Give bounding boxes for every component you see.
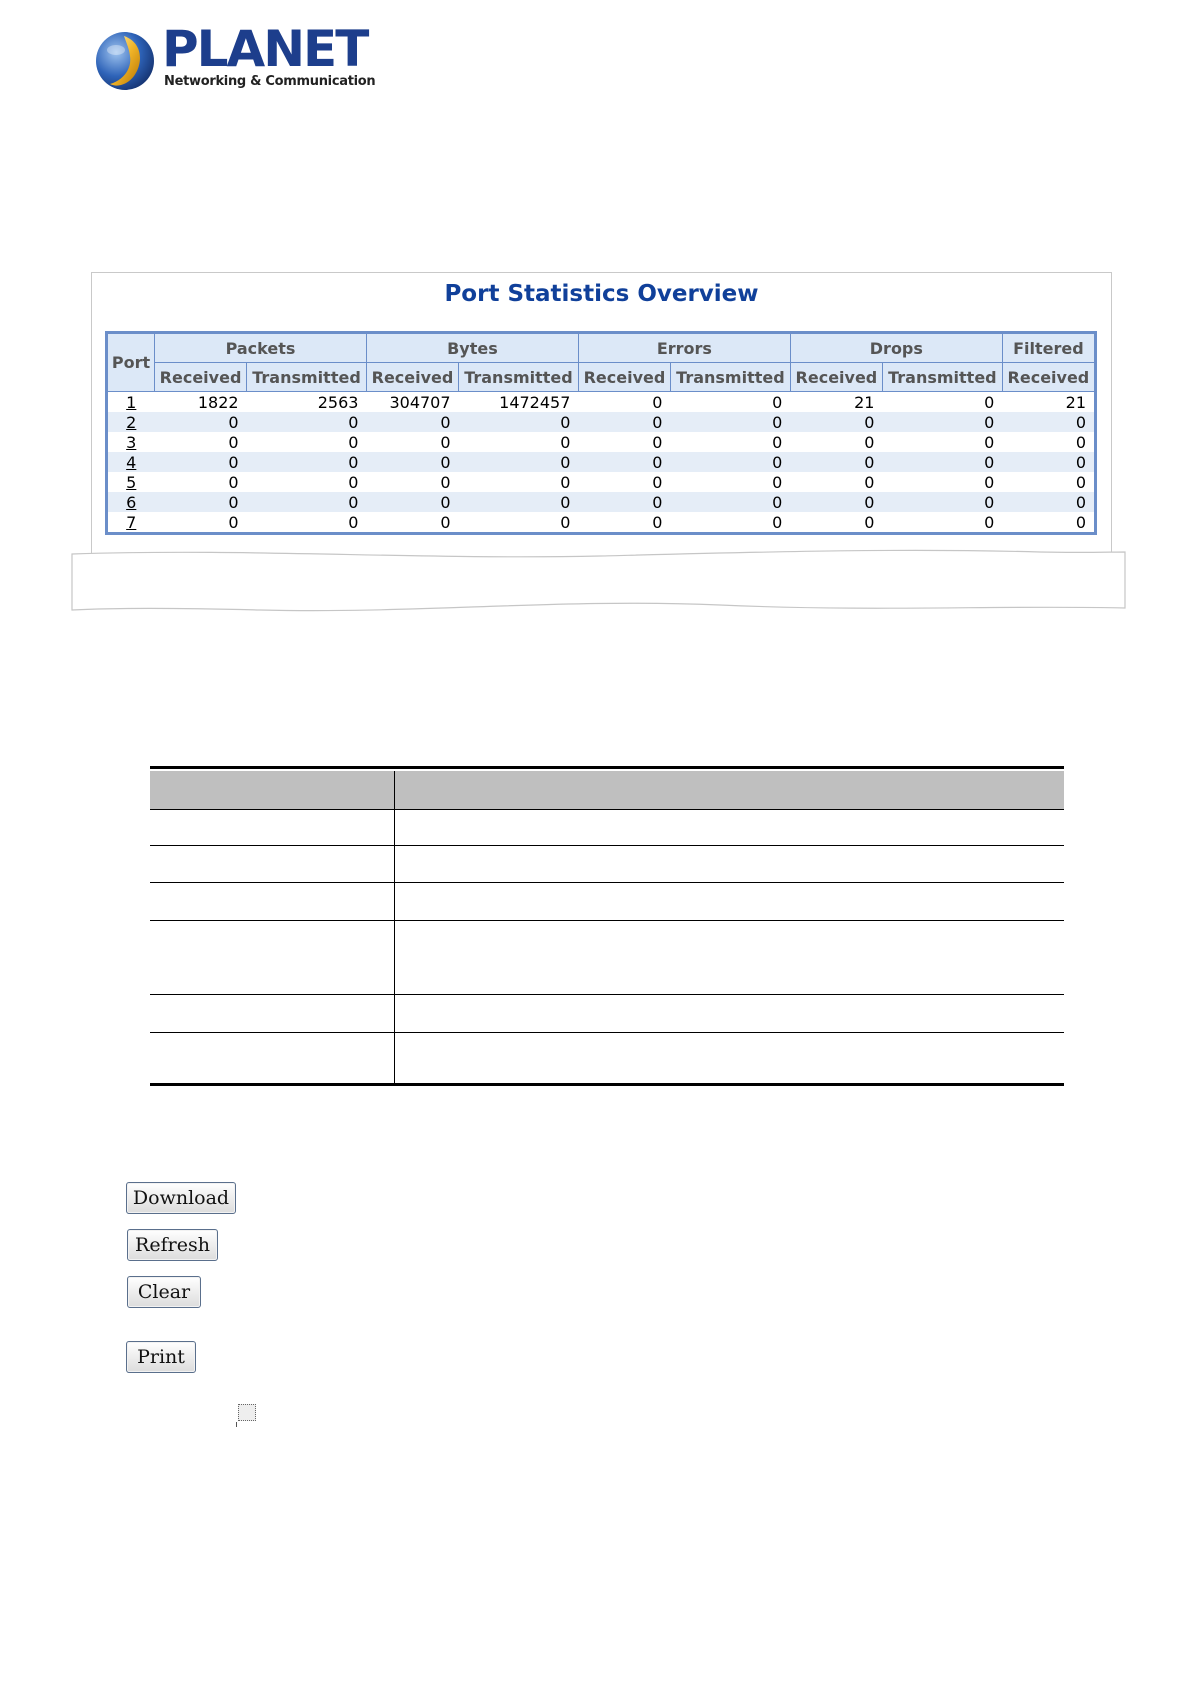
stat-value-cell: 0 — [459, 432, 579, 452]
stat-value-cell: 0 — [1002, 492, 1095, 512]
stat-value-cell: 0 — [578, 432, 670, 452]
port-link[interactable]: 2 — [126, 412, 137, 432]
stat-value-cell: 21 — [790, 392, 882, 413]
stat-value-cell: 0 — [155, 512, 247, 534]
port-statistics-panel — [91, 272, 1112, 564]
description-table-header — [150, 771, 1064, 810]
description-table-row-divider — [150, 1032, 1064, 1033]
port-link[interactable]: 7 — [126, 512, 137, 532]
stat-value-cell: 0 — [155, 452, 247, 472]
stat-value-cell: 0 — [882, 452, 1002, 472]
stat-value-cell: 0 — [459, 472, 579, 492]
header-bytes: Bytes — [366, 333, 578, 363]
planet-logo — [94, 20, 376, 98]
header-filtered: Filtered — [1002, 333, 1095, 363]
table-row — [107, 452, 1096, 472]
table-row — [107, 392, 1096, 413]
globe-icon — [94, 30, 156, 92]
header-drops: Drops — [790, 333, 1002, 363]
stat-value-cell: 0 — [882, 492, 1002, 512]
stat-value-cell: 0 — [578, 472, 670, 492]
stat-value-cell: 0 — [247, 412, 367, 432]
stat-value-cell: 0 — [790, 492, 882, 512]
panel-title: Port Statistics Overview — [444, 281, 759, 307]
stat-value-cell: 21 — [1002, 392, 1095, 413]
stat-value-cell: 0 — [459, 412, 579, 432]
stat-value-cell: 0 — [578, 492, 670, 512]
stat-value-cell: 0 — [578, 512, 670, 534]
stat-value-cell: 0 — [670, 412, 790, 432]
stat-value-cell: 0 — [790, 472, 882, 492]
stat-value-cell: 0 — [459, 452, 579, 472]
stat-value-cell: 0 — [882, 472, 1002, 492]
port-cell — [107, 432, 155, 452]
header-port: Port — [107, 333, 155, 392]
stat-value-cell: 0 — [155, 472, 247, 492]
port-cell — [107, 512, 155, 534]
table-row — [107, 512, 1096, 534]
header-drops-received: Received — [790, 363, 882, 392]
table-row — [107, 412, 1096, 432]
stat-value-cell: 0 — [882, 512, 1002, 534]
header-packets: Packets — [155, 333, 367, 363]
stat-value-cell: 0 — [366, 452, 458, 472]
stat-value-cell: 0 — [247, 492, 367, 512]
stat-value-cell: 0 — [459, 492, 579, 512]
header-packets-transmitted: Transmitted — [247, 363, 367, 392]
header-bytes-transmitted: Transmitted — [459, 363, 579, 392]
port-link[interactable]: 3 — [126, 432, 137, 452]
refresh-button[interactable]: Refresh — [127, 1229, 218, 1261]
stat-value-cell: 0 — [1002, 452, 1095, 472]
auto-refresh-checkbox[interactable] — [238, 1404, 256, 1421]
header-errors-received: Received — [578, 363, 670, 392]
stat-value-cell: 0 — [247, 432, 367, 452]
clear-button[interactable]: Clear — [127, 1276, 201, 1308]
port-link[interactable]: 5 — [126, 472, 137, 492]
stat-value-cell: 0 — [1002, 412, 1095, 432]
port-statistics-table — [105, 331, 1097, 535]
port-cell — [107, 392, 155, 413]
stat-value-cell: 0 — [578, 452, 670, 472]
stat-value-cell: 1472457 — [459, 392, 579, 413]
stat-value-cell: 0 — [882, 432, 1002, 452]
description-table-row-divider — [150, 845, 1064, 846]
table-row — [107, 492, 1096, 512]
port-link[interactable]: 1 — [126, 392, 137, 412]
port-link[interactable]: 4 — [126, 452, 137, 472]
table-row — [107, 432, 1096, 452]
stat-value-cell: 0 — [670, 392, 790, 413]
stat-value-cell: 0 — [247, 512, 367, 534]
stat-value-cell: 0 — [790, 432, 882, 452]
header-bytes-received: Received — [366, 363, 458, 392]
stat-value-cell: 0 — [247, 472, 367, 492]
stat-value-cell: 0 — [247, 452, 367, 472]
stat-value-cell: 1822 — [155, 392, 247, 413]
stat-value-cell: 0 — [670, 452, 790, 472]
brand-name: PLANET — [162, 20, 368, 78]
port-cell — [107, 472, 155, 492]
stat-value-cell: 0 — [790, 512, 882, 534]
stat-value-cell: 0 — [578, 392, 670, 413]
stat-value-cell: 0 — [578, 412, 670, 432]
stat-value-cell: 0 — [670, 472, 790, 492]
header-packets-received: Received — [155, 363, 247, 392]
stat-value-cell: 0 — [1002, 472, 1095, 492]
description-table-row-divider — [150, 994, 1064, 995]
stat-value-cell: 0 — [1002, 432, 1095, 452]
port-link[interactable]: 6 — [126, 492, 137, 512]
header-drops-transmitted: Transmitted — [882, 363, 1002, 392]
table-row — [107, 472, 1096, 492]
stat-value-cell: 0 — [366, 412, 458, 432]
stat-value-cell: 0 — [790, 412, 882, 432]
stat-value-cell: 0 — [155, 412, 247, 432]
download-button[interactable]: Download — [126, 1182, 236, 1214]
port-cell — [107, 412, 155, 432]
port-cell — [107, 452, 155, 472]
stat-value-cell: 0 — [155, 492, 247, 512]
description-table-bottom-rule — [150, 1083, 1064, 1086]
stat-value-cell: 304707 — [366, 392, 458, 413]
description-table-row-divider — [150, 920, 1064, 921]
stat-value-cell: 0 — [790, 452, 882, 472]
print-button[interactable]: Print — [126, 1341, 196, 1373]
stat-value-cell: 0 — [366, 432, 458, 452]
stat-value-cell: 0 — [1002, 512, 1095, 534]
stat-value-cell: 0 — [155, 432, 247, 452]
stat-value-cell: 0 — [366, 472, 458, 492]
stat-value-cell: 0 — [670, 492, 790, 512]
description-table-column-divider — [394, 771, 395, 1085]
stat-value-cell: 0 — [670, 512, 790, 534]
stat-value-cell: 0 — [366, 512, 458, 534]
stat-value-cell: 0 — [670, 432, 790, 452]
stat-value-cell: 0 — [459, 512, 579, 534]
stat-value-cell: 0 — [882, 392, 1002, 413]
port-cell — [107, 492, 155, 512]
brand-tagline: Networking & Communication — [164, 74, 376, 89]
header-filtered-received: Received — [1002, 363, 1095, 392]
stat-value-cell: 2563 — [247, 392, 367, 413]
header-errors-transmitted: Transmitted — [670, 363, 790, 392]
checkbox-tick-mark — [236, 1422, 237, 1427]
description-table-row-divider — [150, 882, 1064, 883]
description-table-top-rule — [150, 766, 1064, 769]
stat-value-cell: 0 — [882, 412, 1002, 432]
header-errors: Errors — [578, 333, 790, 363]
stat-value-cell: 0 — [366, 492, 458, 512]
